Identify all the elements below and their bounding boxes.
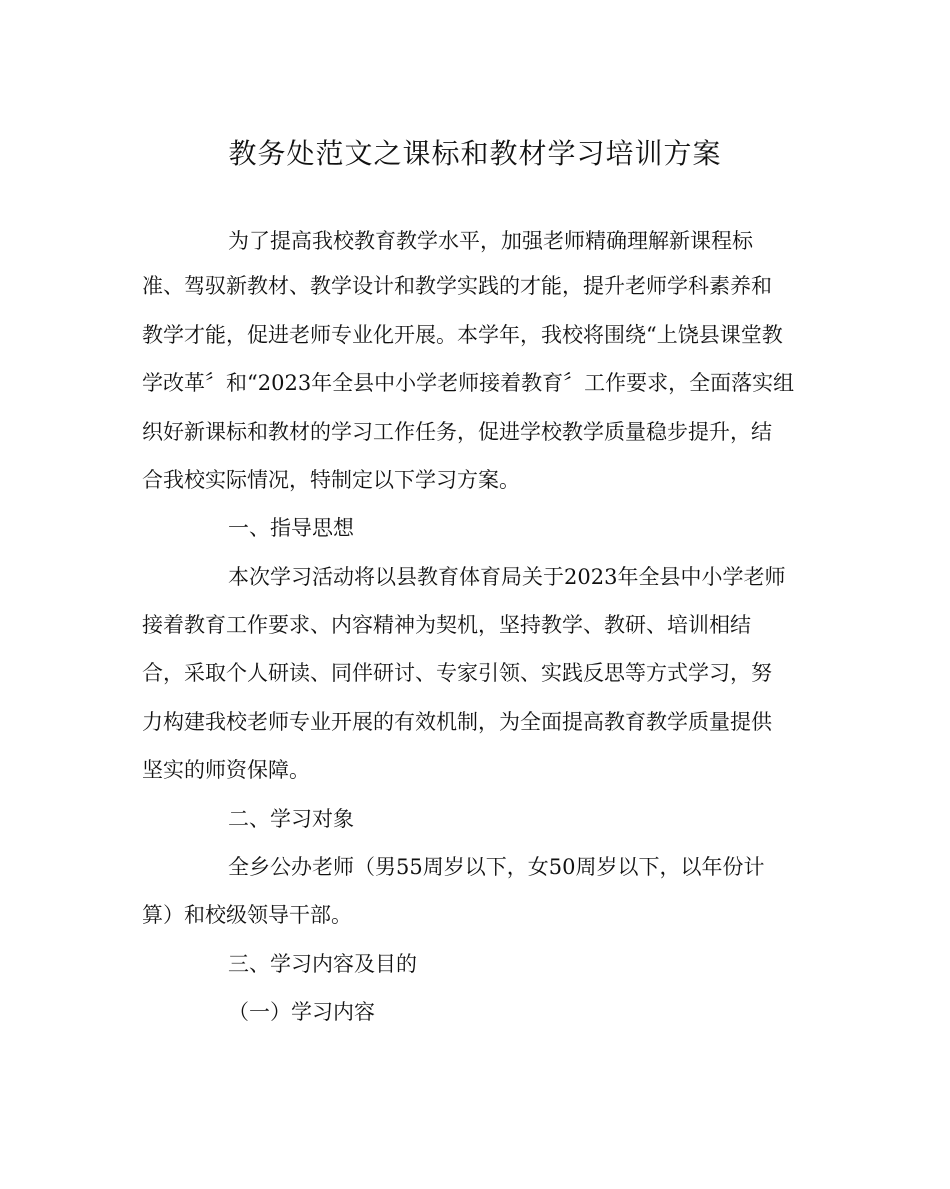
section1-line-5: 坚实的师资保障。 bbox=[142, 758, 310, 782]
document-title: 教务处范文之课标和教材学习培训方案 bbox=[228, 137, 722, 170]
section1-heading: 一、指导思想 bbox=[228, 516, 354, 540]
intro-line-2: 准、驾驭新教材、教学设计和教学实践的才能，提升老师学科素养和 bbox=[142, 274, 772, 298]
section1-line-3: 合，采取个人研读、同伴研讨、专家引领、实践反思等方式学习，努 bbox=[142, 661, 772, 685]
intro-line-3: 教学才能，促进老师专业化开展。本学年，我校将围绕“上饶县课堂教 bbox=[142, 323, 783, 347]
intro-line-6: 合我校实际情况，特制定以下学习方案。 bbox=[142, 468, 520, 492]
intro-line-4: 学改革〞和“2023年全县中小学老师接着教育〞工作要求，全面落实组 bbox=[142, 371, 795, 395]
section2-heading: 二、学习对象 bbox=[228, 807, 354, 831]
intro-line-5: 织好新课标和教材的学习工作任务，促进学校教学质量稳步提升，结 bbox=[142, 420, 772, 444]
section1-line-2: 接着教育工作要求、内容精神为契机，坚持教学、教研、培训相结 bbox=[142, 613, 751, 637]
section1-line-1: 本次学习活动将以县教育体育局关于2023年全县中小学老师 bbox=[228, 565, 786, 589]
section3-sub-heading: （一）学习内容 bbox=[228, 1000, 375, 1024]
section2-line-1: 全乡公办老师（男55周岁以下，女50周岁以下，以年份计 bbox=[228, 855, 765, 879]
section1-line-4: 力构建我校老师专业开展的有效机制，为全面提高教育教学质量提供 bbox=[142, 710, 772, 734]
section2-line-2: 算）和校级领导干部。 bbox=[142, 903, 352, 927]
section3-heading: 三、学习内容及目的 bbox=[228, 952, 417, 976]
intro-line-1: 为了提高我校教育教学水平，加强老师精确理解新课程标 bbox=[228, 229, 753, 253]
